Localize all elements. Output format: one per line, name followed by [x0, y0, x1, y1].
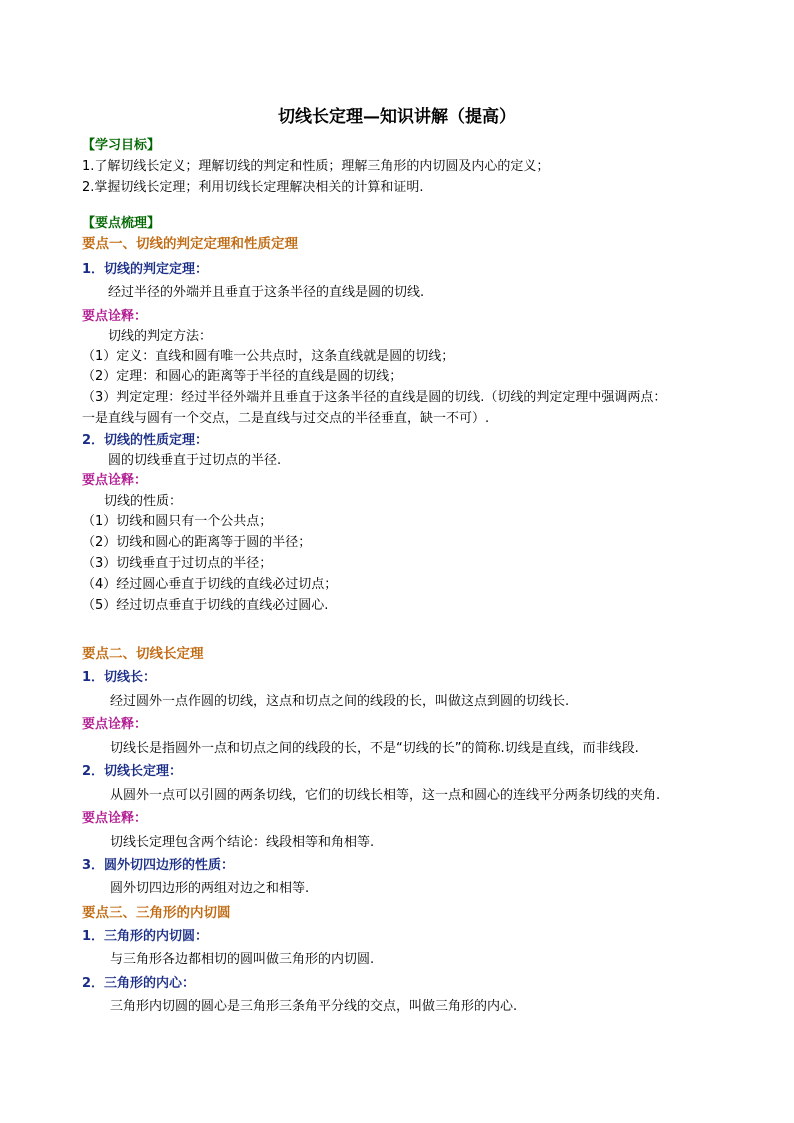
outline-heading: 【要点梳理】: [82, 216, 161, 231]
section2-sub1-text: 经过圆外一点作圆的切线，这点和切点之间的线段的长，叫做这点到圆的切线长.: [110, 694, 570, 709]
section1-note2-item-5: （5）经过切点垂直于切线的直线必过圆心.: [82, 598, 329, 613]
section1-note2-item-2: （2）切线和圆心的距离等于圆的半径；: [82, 535, 312, 550]
section1-sub2-title: 2．切线的性质定理：: [82, 433, 209, 448]
section1-heading: 要点一、切线的判定定理和性质定理: [82, 236, 298, 252]
section2-sub3-text: 圆外切四边形的两组对边之和相等.: [110, 881, 310, 896]
section1-note1-item-2: （2）定理：和圆心的距离等于半径的直线是圆的切线；: [82, 369, 403, 384]
section2-sub1-title: 1．切线长：: [82, 670, 157, 685]
section2-sub3-title: 3．圆外切四边形的性质：: [82, 858, 235, 873]
section1-note1-item-1: （1）定义：直线和圆有唯一公共点时，这条直线就是圆的切线；: [82, 349, 455, 364]
section1-note2-intro: 切线的性质：: [104, 494, 183, 509]
section3-sub1-text: 与三角形各边都相切的圆叫做三角形的内切圆.: [110, 952, 375, 967]
section2-heading: 要点二、切线长定理: [82, 646, 204, 662]
goal-item-1: 1.了解切线长定义；理解切线的判定和性质；理解三角形的内切圆及内心的定义；: [82, 159, 550, 174]
section2-sub2-title: 2．切线长定理：: [82, 764, 183, 779]
section1-note1-label: 要点诠释：: [82, 309, 148, 324]
section1-sub1-title: 1．切线的判定定理：: [82, 262, 209, 277]
section2-note2-label: 要点诠释：: [82, 811, 148, 826]
page-title: 切线长定理—知识讲解（提高）: [278, 107, 516, 127]
goal-item-2: 2.掌握切线长定理；利用切线长定理解决相关的计算和证明.: [82, 180, 424, 195]
section2-note2-text: 切线长定理包含两个结论：线段相等和角相等.: [110, 835, 375, 850]
section2-note1-label: 要点诠释：: [82, 717, 148, 732]
section1-note2-item-3: （3）切线垂直于过切点的半径；: [82, 556, 273, 571]
section1-note1-item-3: （3）判定定理：经过半径外端并且垂直于这条半径的直线是圆的切线.（切线的判定定理中强调两点：: [82, 390, 667, 405]
goals-heading: 【学习目标】: [82, 138, 161, 153]
section2-note1-text: 切线长是指圆外一点和切点之间的线段的长，不是“切线的长”的简称.切线是直线，而非线段.: [110, 741, 639, 756]
section2-sub2-text: 从圆外一点可以引圆的两条切线，它们的切线长相等，这一点和圆心的连线平分两条切线的夹角.: [110, 788, 661, 803]
section3-sub2-text: 三角形内切圆的圆心是三角形三条角平分线的交点，叫做三角形的内心.: [110, 999, 518, 1014]
section3-sub2-title: 2．三角形的内心：: [82, 976, 196, 991]
section1-sub1-text: 经过半径的外端并且垂直于这条半径的直线是圆的切线.: [108, 285, 425, 300]
section3-sub1-title: 1．三角形的内切圆：: [82, 929, 209, 944]
section1-note2-label: 要点诠释：: [82, 473, 148, 488]
section1-note1-intro: 切线的判定方法：: [108, 329, 213, 344]
section3-heading: 要点三、三角形的内切圆: [82, 905, 231, 921]
section1-sub2-text: 圆的切线垂直于过切点的半径.: [108, 453, 282, 468]
section1-note1-item-4: 一是直线与圆有一个交点，二是直线与过交点的半径垂直，缺一不可）.: [82, 411, 490, 426]
section1-note2-item-1: （1）切线和圆只有一个公共点；: [82, 514, 273, 529]
section1-note2-item-4: （4）经过圆心垂直于切线的直线必过切点；: [82, 577, 338, 592]
